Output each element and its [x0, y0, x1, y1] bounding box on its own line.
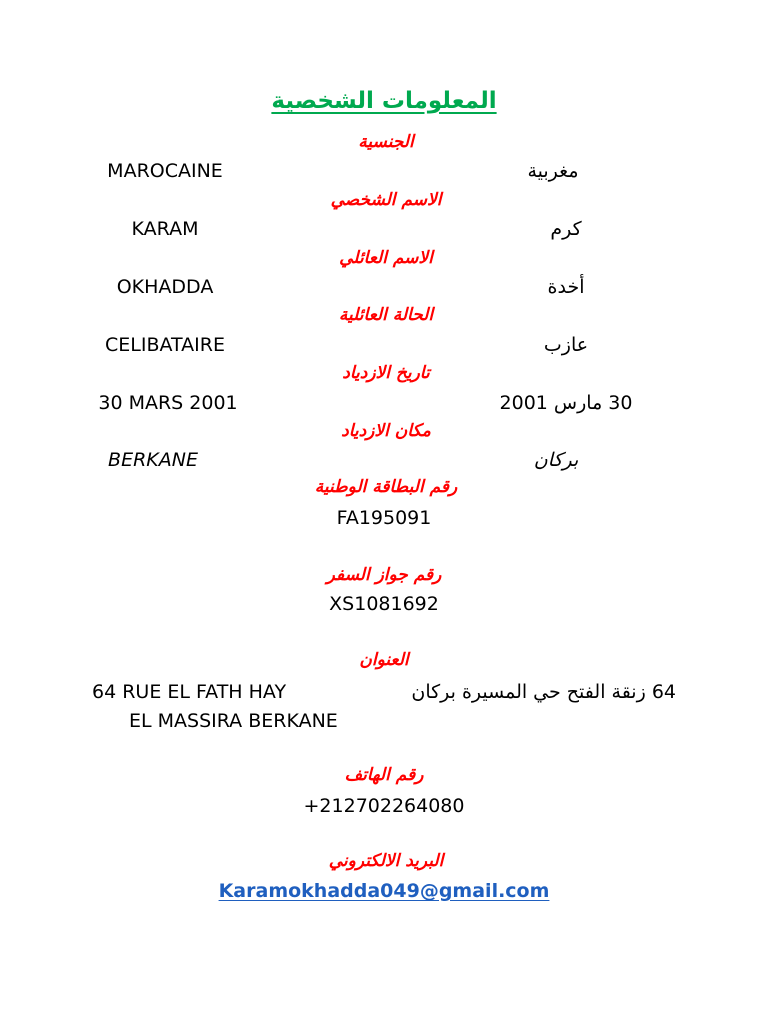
passport-value: XS1081692	[329, 593, 439, 615]
last-name-label: الاسم العائلي	[339, 248, 433, 268]
marital-status-label: الحالة العائلية	[338, 305, 434, 325]
marital-status-value-ar: عازب	[543, 334, 589, 356]
birth-place-value-ar: بركان	[533, 449, 579, 471]
last-name-value-fr: OKHADDA	[116, 276, 214, 298]
marital-status-value-fr: CELIBATAIRE	[105, 334, 225, 356]
passport-label: رقم جواز السفر	[326, 565, 442, 585]
birth-place-value-fr: BERKANE	[108, 449, 198, 471]
birth-date-label: تاريخ الازدياد	[342, 363, 430, 383]
nationality-value-fr: MAROCAINE	[107, 160, 223, 182]
phone-value: +212702264080	[303, 795, 465, 817]
birth-place-label: مكان الازدياد	[341, 421, 431, 441]
first-name-value-fr: KARAM	[131, 218, 199, 240]
page-title: المعلومات الشخصية	[271, 88, 497, 114]
phone-label: رقم الهاتف	[344, 765, 424, 785]
address-value-ar: 64 زنقة الفتح حي المسيرة بركان	[411, 681, 676, 703]
first-name-label: الاسم الشخصي	[330, 190, 442, 210]
nationality-value-ar: مغربية	[527, 160, 579, 182]
id-card-label: رقم البطاقة الوطنية	[314, 477, 458, 497]
address-line2-fr: EL MASSIRA BERKANE	[129, 710, 338, 732]
email-label: البريد الالكتروني	[328, 851, 444, 871]
first-name-value-ar: كرم	[550, 218, 582, 240]
nationality-label: الجنسية	[358, 132, 414, 152]
email-link[interactable]: Karamokhadda049@gmail.com	[218, 880, 550, 902]
address-line1-fr: 64 RUE EL FATH HAY	[92, 681, 287, 703]
address-label: العنوان	[359, 650, 409, 670]
birth-date-value-ar: 30 مارس 2001	[499, 392, 633, 414]
id-card-value: FA195091	[336, 507, 432, 529]
last-name-value-ar: أخدة	[547, 276, 585, 298]
birth-date-value-fr: 30 MARS 2001	[98, 392, 238, 414]
